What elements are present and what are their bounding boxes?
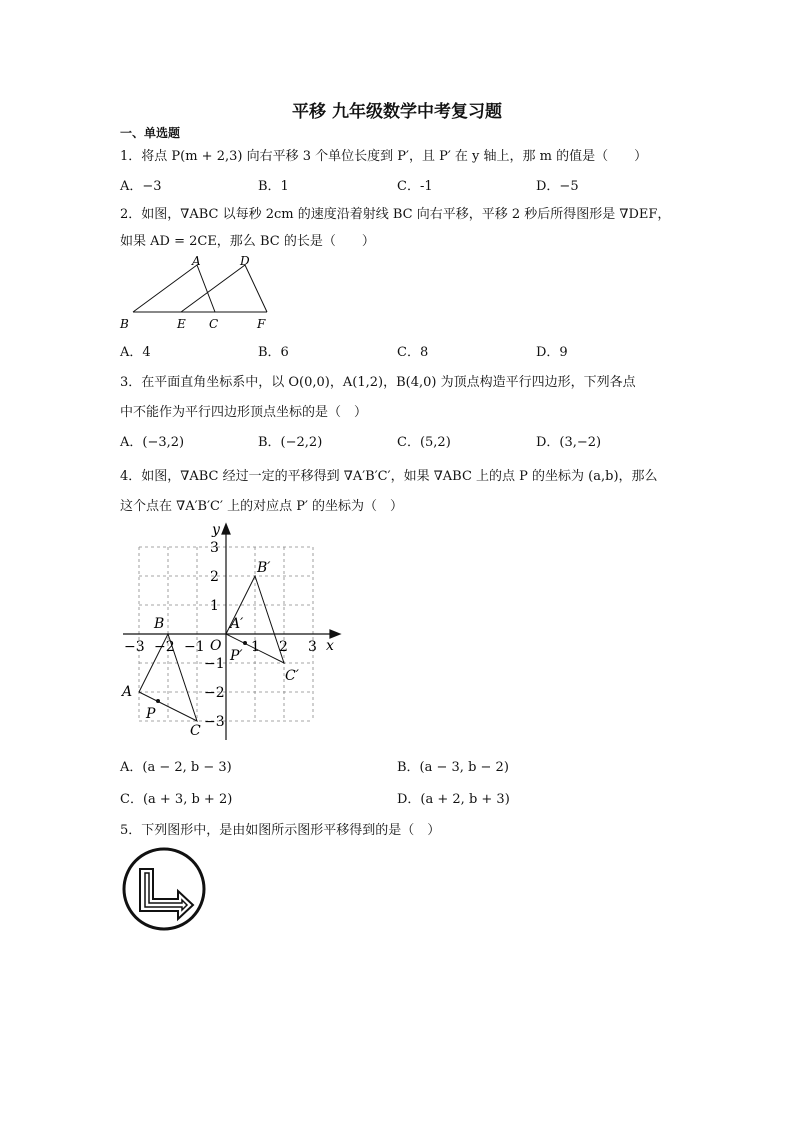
x-tick-3: 3 bbox=[308, 639, 317, 655]
q2-label-a: A bbox=[192, 254, 201, 268]
q4-option-d: D．(a + 2, b + 3) bbox=[397, 792, 510, 807]
q2-option-c: C．8 bbox=[397, 345, 429, 360]
point-c-label: C bbox=[190, 723, 201, 739]
q3-option-a: A．(−3,2) bbox=[120, 435, 185, 450]
q3-option-d: D．(3,−2) bbox=[536, 435, 602, 450]
q2-figure bbox=[115, 250, 275, 335]
q1-option-b: B．1 bbox=[258, 179, 289, 194]
y-tick-neg1: −1 bbox=[204, 656, 225, 672]
q4-option-a: A．(a − 2, b − 3) bbox=[120, 760, 232, 775]
q1-option-a: A．−3 bbox=[120, 179, 162, 194]
point-p-label: P bbox=[146, 706, 156, 722]
q4-option-c: C．(a + 3, b + 2) bbox=[120, 792, 233, 807]
q2-label-f: F bbox=[257, 317, 266, 331]
question-4-line2: 这个点在 ∇A′B′C′ 上的对应点 P′ 的坐标为（ ） bbox=[120, 499, 404, 514]
question-5-text: 5．下列图形中，是由如图所示图形平移得到的是（ ） bbox=[120, 823, 441, 838]
origin-label: O bbox=[210, 638, 222, 654]
y-tick-2: 2 bbox=[210, 569, 219, 585]
q2-label-b: B bbox=[120, 317, 129, 331]
page-title: 平移 九年级数学中考复习题 bbox=[292, 102, 502, 122]
point-b-prime-label: B′ bbox=[257, 560, 271, 576]
q3-option-c: C．(5,2) bbox=[397, 435, 451, 450]
q2-label-e: E bbox=[177, 317, 186, 331]
y-axis-label: y bbox=[212, 522, 220, 538]
x-tick-2: 2 bbox=[279, 639, 288, 655]
section-heading: 一、单选题 bbox=[120, 126, 181, 140]
x-tick-neg3: −3 bbox=[124, 639, 145, 655]
question-2-line1: 2．如图，∇ABC 以每秒 2cm 的速度沿着射线 BC 向右平移，平移 2 秒后所得图形是 ∇DEF， bbox=[120, 207, 671, 222]
question-1-text: 1．将点 P(m + 2,3) 向右平移 3 个单位长度到 P′，且 P′ 在 y 轴上，那 m 的值是（ ） bbox=[120, 149, 648, 164]
q1-option-d: D．−5 bbox=[536, 179, 579, 194]
x-tick-neg1: −1 bbox=[184, 639, 205, 655]
q4-coordinate-graph bbox=[118, 520, 348, 745]
q2-label-d: D bbox=[240, 254, 250, 268]
point-c-prime-label: C′ bbox=[285, 668, 299, 684]
y-tick-neg2: −2 bbox=[204, 685, 225, 701]
y-tick-1: 1 bbox=[210, 598, 219, 614]
y-tick-neg3: −3 bbox=[204, 714, 225, 730]
x-tick-neg2: −2 bbox=[154, 639, 175, 655]
y-tick-3: 3 bbox=[210, 540, 219, 556]
q2-option-b: B．6 bbox=[258, 345, 289, 360]
q2-option-a: A．4 bbox=[120, 345, 151, 360]
point-a-label: A bbox=[122, 684, 133, 700]
point-p-prime-label: P′ bbox=[230, 648, 243, 664]
question-3-line1: 3．在平面直角坐标系中，以 O(0,0)，A(1,2)，B(4,0) 为顶点构造平行四边形，下列各点 bbox=[120, 375, 636, 390]
question-3-line2: 中不能作为平行四边形顶点坐标的是（ ） bbox=[120, 405, 368, 420]
q3-option-b: B．(−2,2) bbox=[258, 435, 323, 450]
point-b-label: B bbox=[154, 616, 165, 632]
q2-label-c: C bbox=[209, 317, 219, 331]
q4-option-b: B．(a − 3, b − 2) bbox=[397, 760, 509, 775]
q5-figure bbox=[120, 847, 208, 935]
q1-option-c: C．-1 bbox=[397, 179, 433, 194]
point-a-prime-label: A′ bbox=[230, 616, 244, 632]
question-2-line2: 如果 AD = 2CE，那么 BC 的长是（ ） bbox=[120, 234, 375, 249]
x-axis-label: x bbox=[326, 638, 334, 654]
question-4-line1: 4．如图，∇ABC 经过一定的平移得到 ∇A′B′C′，如果 ∇ABC 上的点 P 的坐标为 (a,b)，那么 bbox=[120, 469, 658, 484]
x-tick-1: 1 bbox=[251, 639, 260, 655]
q2-option-d: D．9 bbox=[536, 345, 568, 360]
